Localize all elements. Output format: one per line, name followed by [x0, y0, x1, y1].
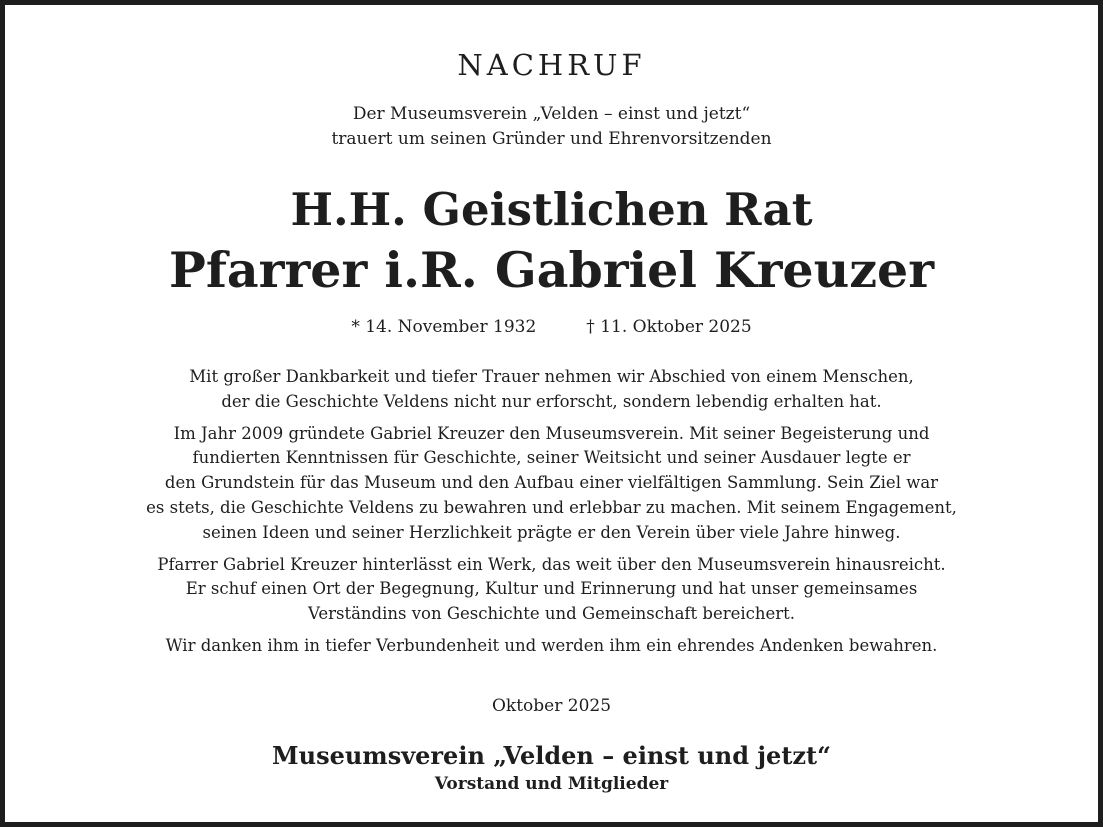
body-line: es stets, die Geschichte Veldens zu bewahren und erlebbar zu machen. Mit seinem Engagement, — [146, 497, 957, 517]
body-line: fundierten Kenntnissen für Geschichte, seiner Weitsicht und seiner Ausdauer legte er — [192, 448, 911, 468]
body-line: Er schuf einen Ort der Begegnung, Kultur und Erinnerung und hat unser gemeinsames — [185, 579, 918, 599]
name-title-line: H.H. Geistlichen Rat — [290, 183, 813, 236]
body-line: den Grundstein für das Museum und den Aufbau einer vielfältigen Sammlung. Sein Ziel war — [164, 473, 939, 493]
life-dates — [10, 314, 1093, 340]
notice-date: Oktober 2025 — [491, 696, 612, 716]
body-line: Im Jahr 2009 gründete Gabriel Kreuzer den Museumsverein. Mit seiner Begeisterung und — [173, 423, 930, 443]
signature-subline: Vorstand und Mitglieder — [434, 774, 669, 794]
obituary-body — [10, 358, 1093, 666]
name-full-line: Pfarrer i.R. Gabriel Kreuzer — [168, 241, 935, 299]
signature-organization: Museumsverein „Velden – einst und jetzt“ — [272, 741, 831, 770]
birth-date: * 14. November 1932 — [351, 317, 537, 337]
deceased-name — [10, 180, 1093, 300]
body-line: Mit großer Dankbarkeit und tiefer Trauer nehmen wir Abschied von einem Menschen, — [189, 367, 914, 386]
obituary-notice — [10, 10, 1093, 817]
intro-line: trauert um seinen Gründer und Ehrenvorsitzenden — [331, 129, 772, 149]
intro-line: Der Museumsverein „Velden – einst und jetzt“ — [352, 104, 751, 124]
body-line: seinen Ideen und seiner Herzlichkeit prägte er den Verein über viele Jahre hinweg. — [202, 522, 901, 542]
body-line: Verständins von Geschichte und Gemeinschaft bereichert. — [307, 604, 796, 624]
death-date: † 11. Oktober 2025 — [586, 317, 752, 337]
body-line: Wir danken ihm in tiefer Verbundenheit und werden ihm ein ehrendes Andenken bewahren. — [165, 635, 938, 655]
notice-heading: NACHRUF — [457, 48, 646, 82]
signature-block — [10, 739, 1093, 795]
body-line: der die Geschichte Veldens nicht nur erforscht, sondern lebendig erhalten hat. — [221, 391, 882, 411]
body-line: Pfarrer Gabriel Kreuzer hinterlässt ein Werk, das weit über den Museumsverein hinausreicht. — [157, 554, 946, 574]
intro-text — [10, 102, 1093, 152]
